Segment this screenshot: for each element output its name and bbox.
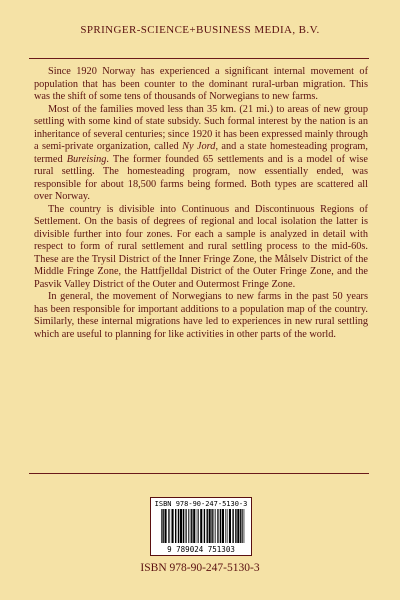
isbn-number: ISBN 978-90-247-5130-3 bbox=[140, 562, 260, 574]
paragraph-1-text: Since 1920 Norway has experienced a significant internal movement of population that has been counter to the dominant rural-urban migration. This was the shift of some tens of thousands of Norwegians to new farms. bbox=[34, 66, 368, 102]
publisher-name: SPRINGER-SCIENCE+BUSINESS MEDIA, B.V. bbox=[80, 24, 320, 36]
paragraph-2-text-c: . The former founded 65 settlements and is a model of wise rural settling. The homesteading program, now essentially ended, was responsible for about 18,500 farms being formed. Both types are scattered all over Norway. bbox=[34, 153, 368, 202]
barcode bbox=[150, 497, 252, 556]
paragraph-2 bbox=[34, 104, 368, 204]
barcode-bars bbox=[161, 509, 245, 543]
paragraph-4-text: In general, the movement of Norwegians to new farms in the past 50 years has been responsible for important additions to a population map of the country. Similarly, these internal migrations have led to experiences in new rural settling which are useful to planning for like activities in other parts of the world. bbox=[34, 291, 368, 340]
top-divider bbox=[29, 58, 369, 59]
bureising-term: Bureising bbox=[66, 153, 107, 165]
barcode-isbn-label: ISBN 978-90-247-5130-3 bbox=[154, 500, 248, 508]
paragraph-2-text-a: Most of the families moved less than 35 km. (21 mi.) to areas of new group settling with some kind of state subsidy. Such formal interest by the nation is an inheritance of several centuries; since 1920 it has been expressed mainly through a semi-private organization, called bbox=[34, 103, 368, 152]
paragraph-1 bbox=[34, 66, 368, 104]
barcode-digits: 9 789024 751303 bbox=[167, 545, 235, 554]
blurb-text bbox=[34, 66, 368, 341]
bottom-divider bbox=[29, 473, 369, 474]
paragraph-3-text: The country is divisible into Continuous and Discontinuous Regions of Settlement. On the basis of degrees of regional and local isolation the latter is divisible further into four zones. For each a sample is analyzed in detail with respect to form of rural settlement and rural settling process to the mid-60s. These are the Trysil District of the Inner Fringe Zone, the Målselv District of the Middle Fringe Zone, the Hattfjelldal District of the Outer Fringe Zone, and the Pasvik Valley District of the Outer and Outermost Fringe Zone. bbox=[34, 203, 368, 290]
ny-jord-term: Ny Jord bbox=[182, 141, 216, 152]
paragraph-3 bbox=[34, 204, 368, 292]
paragraph-2-text-b: , and a state homesteading program, termed bbox=[34, 141, 368, 165]
paragraph-4 bbox=[34, 291, 368, 341]
